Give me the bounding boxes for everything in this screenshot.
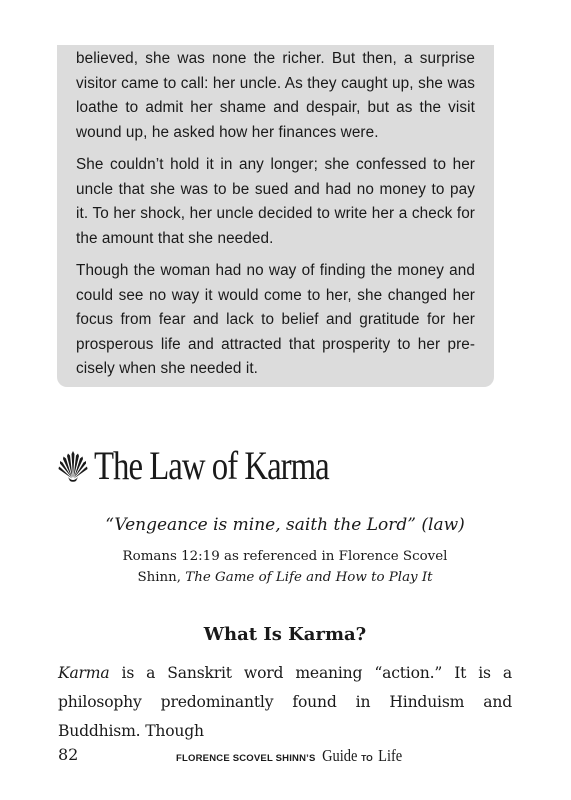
epigraph-source bbox=[58, 546, 512, 588]
sidebar-paragraph: Though the woman had no way of finding the money and could see no way it would come to her, she changed her focus from fear and lack to belief and gratitude for her prosperous life and attracted that prosperity to her precisely when she needed it. bbox=[76, 262, 475, 377]
running-title-life: Life bbox=[377, 746, 402, 765]
page-footer bbox=[58, 745, 512, 769]
subsection-title: What Is Karma? bbox=[203, 624, 367, 645]
sidebar-paragraph: She couldn’t hold it in any longer; she confessed to her uncle that she was to be sued and had no money to pay it. To her shock, her uncle decided to write her a check for the amount that she needed. bbox=[76, 156, 475, 247]
section-title: The Law of Karma bbox=[94, 442, 329, 488]
sidebar-box bbox=[57, 45, 494, 387]
body-lead-word: Karma bbox=[58, 664, 110, 682]
page-number: 82 bbox=[58, 745, 79, 764]
shell-icon bbox=[58, 448, 88, 482]
body-paragraph bbox=[58, 659, 512, 746]
body-text: is a Sanskrit word meaning “action.” It is a philosophy predominantly found in Hinduism and Buddhism. Though bbox=[58, 664, 512, 740]
running-title bbox=[176, 746, 404, 766]
running-title-author: FLORENCE SCOVEL SHINN’S bbox=[176, 753, 316, 764]
epigraph-quote: “Vengeance is mine, saith the Lord” (law) bbox=[105, 515, 465, 535]
running-title-guide: Guide bbox=[321, 746, 357, 765]
epigraph-source-author: Shinn, bbox=[137, 570, 186, 585]
epigraph-source-book-title: The Game of Life and How to Play It bbox=[185, 570, 433, 585]
running-title-to: TO bbox=[361, 753, 373, 763]
sidebar-paragraph: believed, she was none the richer. But then, a surprise visitor came to call: her uncle. As they caught up, she was loathe to admit her shame and despair, but as the visit wound up, he asked how her finances were. bbox=[76, 50, 475, 141]
section-heading bbox=[58, 440, 380, 490]
epigraph-source-line: Romans 12:19 as referenced in Florence Scovel bbox=[122, 549, 448, 564]
epigraph-source-line bbox=[58, 567, 512, 588]
